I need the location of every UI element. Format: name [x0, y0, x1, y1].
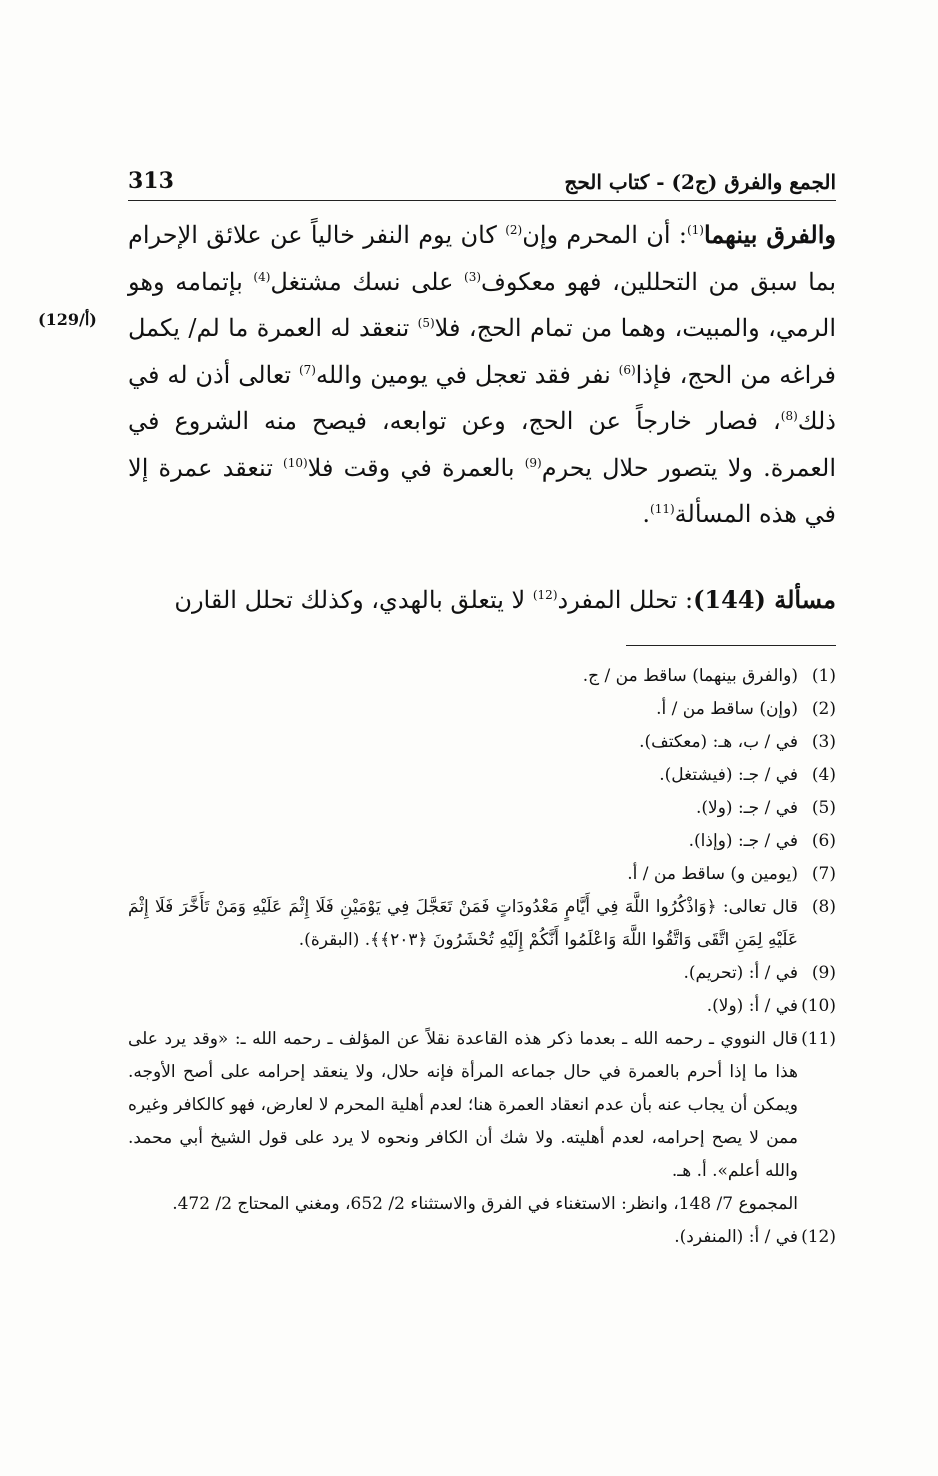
body-text-segment: بالعمرة في وقت فلا [307, 453, 525, 482]
body-text-segment: والفرق بينهما [703, 220, 837, 249]
footnote-ref: (9) [524, 455, 542, 470]
main-paragraph [128, 212, 836, 538]
footnote-ref: (11) [650, 502, 675, 516]
issue-text: لا يتعلق بالهدي، وكذلك تحلل القارن [174, 586, 533, 614]
body-text-segment: كان يوم النفر خالياً عن علائق الإحرام بما سبق من التحللين، فهو معكوف [128, 221, 837, 296]
footnote-number: (5) [811, 798, 836, 818]
footnote-ref: (2) [505, 223, 523, 237]
footnote-text: قال النووي ـ رحمه الله ـ بعدما ذكر هذه القاعدة نقلاً عن المؤلف ـ رحمه الله ـ: «وقد يرد على هذا ما إذا أحرم بالعمرة في حال جماعه المرأة فإنه حلال، ولا ينعقد إحرامه على أصح الأوجه. ويمكن أن يجاب عنه بأن عدم انعقاد العمرة هنا؛ لعدم أهلية المحرم لا لعارض، فهو كالكافر وغيره ممن لا يصح إحرامه، لعدم أهليته. ولا شك أن الكافر ونحوه لا يرد على قول الشيخ أبي محمد. والله أعلم». أ. هـ. [128, 1029, 798, 1181]
footnote-ref: (8) [780, 409, 798, 423]
footnote-ref: (4) [253, 269, 271, 284]
footnote-ref: (7) [298, 362, 316, 377]
body-text-segment: تنعقد له العمرة ما لم/ يكمل فراغه من الحج، فإذا [128, 314, 836, 389]
footnote-text: في / ب، هـ: (معكتف). [639, 732, 798, 752]
footnote-ref: (12) [532, 588, 558, 602]
footnote-ref: (6) [618, 362, 636, 377]
footnote-item [128, 1221, 836, 1254]
footnote-text: في / أ: (تحريم). [683, 963, 798, 983]
footnote-text: في / جـ: (ولا). [695, 798, 798, 818]
footnote-text: في / أ: (المنفرد). [674, 1227, 798, 1247]
issue-heading [128, 585, 836, 614]
footnotes-section [128, 660, 836, 1254]
footnote-item [128, 825, 836, 858]
footnote-text: (والفرق بينهما) ساقط من / ج. [582, 666, 798, 686]
footnote-text: في / جـ: (وإذا). [688, 831, 798, 851]
footnote-text: في / جـ: (فيشتغل). [659, 765, 798, 785]
footnote-number: (10) [801, 996, 836, 1016]
body-text-segment: ، فصار خارجاً عن الحج، وعن توابعه، فيصح منه الشروع في العمرة. ولا يتصور حلال يحرم [128, 407, 836, 482]
running-title: الجمع والفرق (ج2) - كتاب الحج [564, 170, 836, 194]
footnote-item [128, 693, 836, 726]
footnote-number: (3) [811, 732, 836, 752]
footnote-item [128, 726, 836, 759]
footnote-divider [626, 645, 836, 646]
footnote-number: (1) [811, 666, 836, 686]
footnote-ref: (10) [283, 455, 308, 470]
footnote-text: قال تعالى: ﴿وَاذْكُرُوا اللَّهَ فِي أَيَّامٍ مَعْدُودَاتٍ فَمَنْ تَعَجَّلَ فِي يَوْمَيْنِ فَلَا إِثْمَ عَلَيْهِ وَمَنْ تَأَخَّرَ فَلَا إِثْمَ عَلَيْهِ لِمَنِ اتَّقَى وَاتَّقُوا اللَّهَ وَاعْلَمُوا أَنَّكُمْ إِلَيْهِ تُحْشَرُونَ ﴿٢٠٣﴾﴾. (البقرة). [128, 897, 798, 950]
footnote-number: (4) [811, 765, 836, 785]
footnote-item [128, 660, 836, 693]
page-number: 313 [128, 168, 174, 194]
body-text-segment: . [642, 500, 651, 528]
footnote-number: (8) [811, 897, 836, 917]
body-text-segment: بإتمامه وهو الرمي، والمبيت، وهما من تمام الحج، فلا [128, 267, 836, 342]
footnote-item [128, 858, 836, 891]
footnote-number: (11) [801, 1029, 836, 1049]
body-text-segment: على نسك مشتغل [270, 267, 464, 296]
issue-label: مسألة (144) [693, 585, 836, 614]
footnote-item [128, 891, 836, 957]
footnote-item [128, 990, 836, 1023]
body-text-segment: تنعقد عمرة إلا في هذه المسألة [128, 453, 836, 528]
footnote-ref: (1) [686, 223, 704, 237]
footnote-number: (6) [811, 831, 836, 851]
footnote-text: في / أ: (ولا). [706, 996, 798, 1016]
footnote-number: (9) [811, 963, 836, 983]
body-text-segment: نفر فقد تعجل في يومين والله [315, 360, 619, 389]
footnote-ref: (3) [464, 269, 482, 284]
footnote-item [128, 1023, 836, 1188]
footnote-item [128, 957, 836, 990]
footnote-text: (وإن) ساقط من / أ. [656, 699, 798, 719]
page-header [128, 150, 836, 201]
body-text-segment: : أن المحرم وإن [522, 221, 687, 249]
margin-manuscript-ref: (129/أ) [38, 310, 97, 329]
footnote-item [128, 759, 836, 792]
footnote-number: (12) [801, 1227, 836, 1247]
footnote-continuation: المجموع 7/ 148، وانظر: الاستغناء في الفرق والاستثناء 2/ 652، ومغني المحتاج 2/ 472. [172, 1194, 798, 1214]
footnote-item [128, 792, 836, 825]
issue-text: : تحلل المفرد [557, 586, 694, 614]
footnote-number: (2) [811, 699, 836, 719]
body-text-segment: تعالى أذن له في ذلك [128, 360, 836, 435]
footnote-text: (يومين و) ساقط من / أ. [627, 864, 798, 884]
footnote-ref: (5) [417, 316, 435, 330]
footnote-number: (7) [811, 864, 836, 884]
